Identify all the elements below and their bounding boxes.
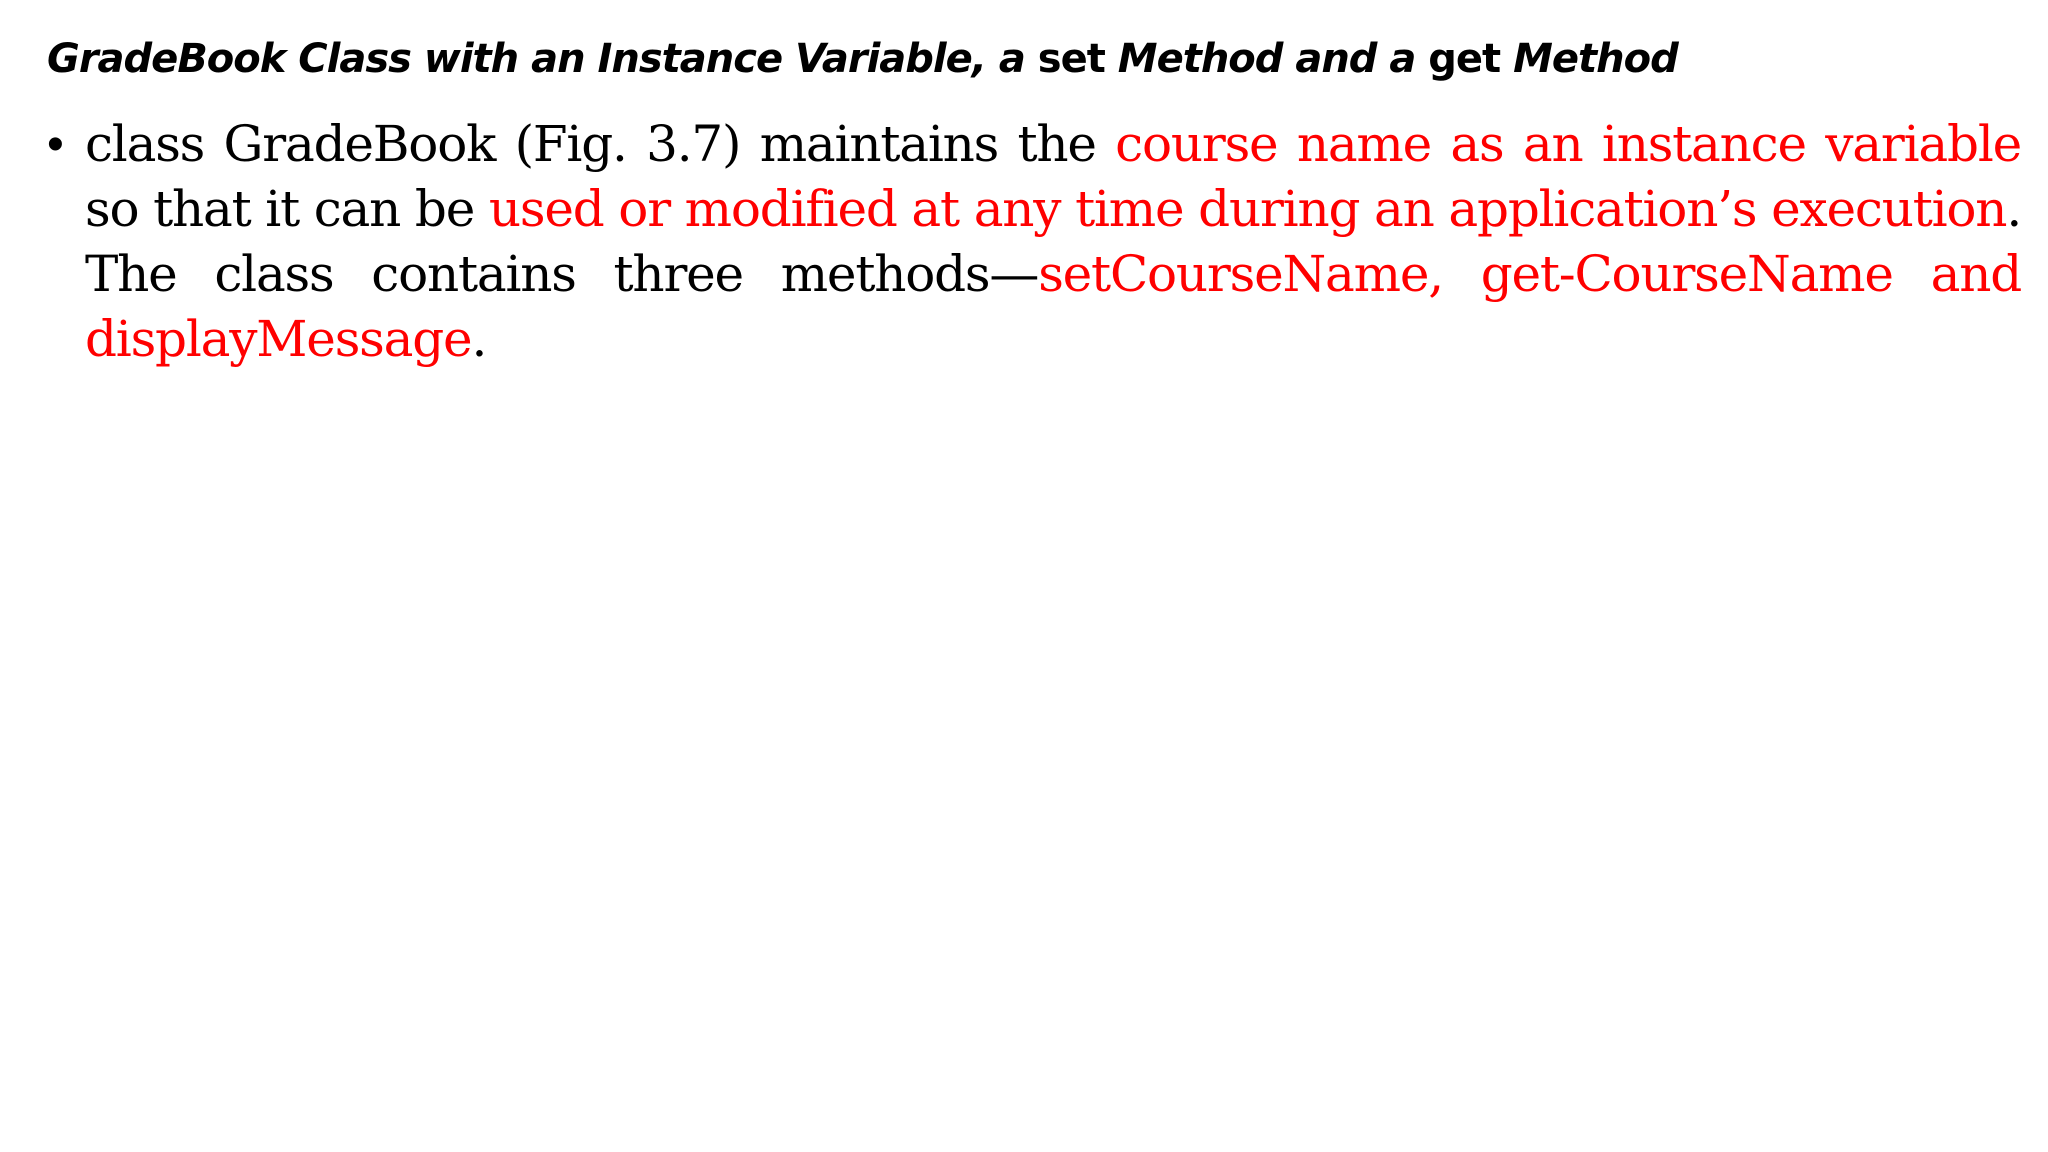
bullet-text-4: . — [471, 310, 487, 368]
title-part-1: GradeBook Class with an Instance Variable, a — [47, 36, 1038, 82]
bullet-list — [47, 112, 2021, 372]
title-part-5: Method — [1500, 36, 1678, 82]
bullet-item — [47, 112, 2021, 372]
bullet-text-3: . The class contains three methods— — [85, 180, 2022, 303]
highlight-usage: used or modified at any time during an application’s execution — [488, 180, 2007, 238]
highlight-methods: setCourseName, get-CourseName and displayMessage — [85, 245, 2021, 368]
highlight-course-name: course name as an instance variable — [1115, 115, 2021, 173]
bullet-text-1: class GradeBook (Fig. 3.7) maintains the — [85, 115, 1116, 173]
title-part-set: set — [1037, 36, 1105, 82]
title-part-get: get — [1428, 36, 1501, 82]
title-part-3: Method and a — [1104, 36, 1429, 82]
bullet-text-2: so that it can be — [85, 180, 489, 238]
bullet-dot-icon: • — [47, 118, 63, 171]
slide-title — [47, 36, 1678, 82]
